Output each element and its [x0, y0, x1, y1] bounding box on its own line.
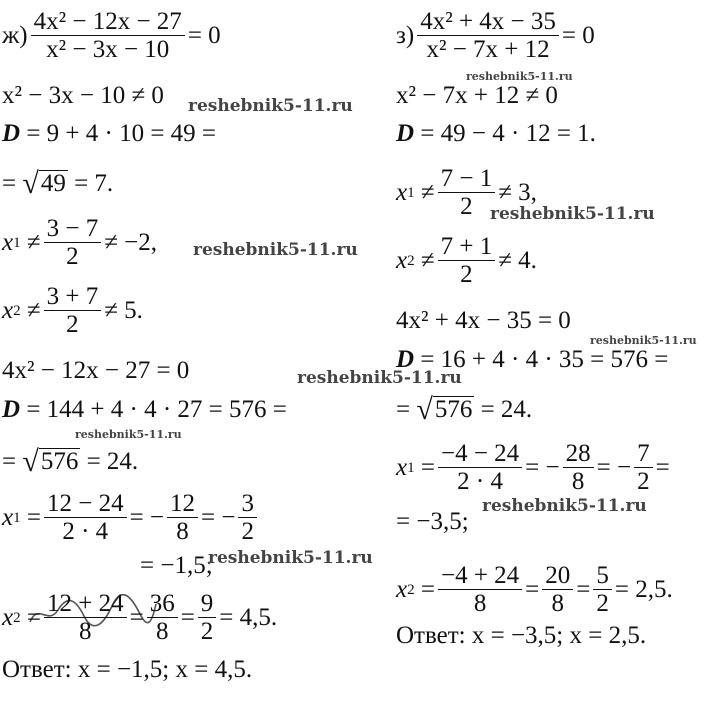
- right-r1-fraction-1: [438, 440, 522, 495]
- left-condition: x² − 3x − 10 ≠ 0: [2, 82, 164, 109]
- right-d-symbol: D: [396, 120, 415, 147]
- left-x1-denominator: 2: [66, 243, 79, 270]
- right-r1-eq: =: [420, 453, 435, 481]
- left-equation-denominator: x² − 3x − 10: [46, 36, 170, 63]
- left-r1-denominator-3: 2: [241, 518, 254, 545]
- right-r1-numerator-2: 28: [563, 440, 594, 468]
- left-r2-numerator-3: 9: [198, 590, 217, 618]
- right-r2-numerator-3: 5: [593, 562, 612, 590]
- left-radicand-49: 49: [40, 170, 66, 197]
- right-answer: [396, 622, 646, 650]
- left-r1-denominator-2: 8: [176, 518, 189, 545]
- left-d-symbol-2: D: [2, 396, 21, 423]
- left-d1b-eq: =: [2, 170, 17, 197]
- right-r2-denominator-3: 2: [596, 590, 609, 617]
- left-r1-eq-2: = −: [129, 503, 165, 531]
- left-x1-var: x: [2, 228, 14, 256]
- right-x1-fraction: [438, 165, 496, 220]
- right-d2b-eq: =: [396, 396, 411, 423]
- right-equation: [396, 8, 595, 63]
- left-answer-value: x = −1,5; x = 4,5.: [77, 656, 253, 683]
- left-discriminant-root-2: [2, 445, 139, 478]
- right-discriminant-1: [396, 120, 596, 148]
- left-label: ж): [2, 21, 28, 49]
- right-r1-trailing-eq: =: [655, 453, 670, 481]
- left-r2-fraction-3: [198, 590, 217, 645]
- left-r1-var: x: [2, 503, 14, 531]
- right-discriminant-root-2: [396, 393, 533, 426]
- watermark: reshebnik5-11.ru: [188, 96, 353, 116]
- right-label: з): [396, 21, 415, 49]
- left-r2-numerator-2: 36: [147, 590, 178, 618]
- left-r2-fraction-2: [147, 590, 178, 645]
- left-r1-fraction-2: [167, 490, 198, 545]
- left-equation-rhs: = 0: [187, 21, 221, 49]
- right-r2-result: = 2,5.: [614, 575, 673, 603]
- left-root-x2: x 2 = $\frac{12 + 24}{8}$ = $\frac{36}{8}$ = $\frac{9}{2}$ = 4,5.: [2, 590, 278, 645]
- left-r1-numerator-2: 12: [167, 490, 198, 518]
- right-answer-word: Ответ:: [396, 622, 466, 649]
- left-r2-denominator: 8: [79, 618, 92, 645]
- right-r1-eq-3: = −: [596, 453, 632, 481]
- right-r2-fraction-1: [438, 562, 522, 617]
- right-x1-exclusion: x 1 ≠ $\frac{7 - 1}{2}$ ≠ 3,: [396, 165, 537, 220]
- right-x2-neq: ≠: [420, 246, 435, 274]
- left-r1-eq: =: [26, 503, 41, 531]
- right-radicand-576: 576: [434, 396, 473, 423]
- right-r1-fraction-2: [563, 440, 594, 495]
- left-r1-numerator-3: 3: [238, 490, 257, 518]
- left-answer-word: Ответ:: [2, 656, 72, 683]
- left-x1-result: ≠ −2,: [104, 228, 158, 256]
- right-r2-eq: =: [420, 575, 435, 603]
- right-r1-denominator-3: 2: [637, 468, 650, 495]
- left-r2-denominator-3: 2: [200, 618, 214, 645]
- left-r2-eq-2: =: [129, 603, 144, 631]
- right-x1-result: ≠ 3,: [498, 178, 537, 206]
- right-x1-var: x: [396, 178, 408, 206]
- right-d-symbol-2: D: [396, 346, 415, 373]
- right-r2-fraction-2: [542, 562, 573, 617]
- watermark: reshebnik5-11.ru: [590, 334, 697, 347]
- left-root-x1-continued: = −1,5;: [140, 552, 213, 579]
- sqrt-symbol: √: [22, 167, 39, 200]
- left-sqrt-576: [22, 445, 80, 478]
- sqrt-symbol: √: [22, 445, 39, 478]
- right-equation-numerator: 4x² + 4x − 35: [417, 8, 559, 36]
- left-answer: [2, 656, 252, 684]
- right-r2-fraction-3: [593, 562, 612, 617]
- left-x2-result: ≠ 5.: [104, 296, 143, 324]
- left-r1-fraction-3: [238, 490, 257, 545]
- left-x2-neq: ≠: [26, 296, 41, 324]
- right-r2-denominator: 8: [473, 590, 487, 617]
- watermark: reshebnik5-11.ru: [75, 428, 182, 441]
- left-x2-var: x: [2, 296, 14, 324]
- left-d1b-result: = 7.: [74, 170, 114, 197]
- left-radicand-576: 576: [40, 448, 79, 475]
- right-x1-numerator: 7 − 1: [438, 165, 496, 193]
- left-r2-eq-3: =: [180, 603, 195, 631]
- watermark: reshebnik5-11.ru: [193, 240, 358, 260]
- left-x2-exclusion: x 2 ≠ $\frac{3 + 7}{2}$ ≠ 5.: [2, 283, 143, 338]
- right-answer-value: x = −3,5; x = 2,5.: [471, 622, 647, 649]
- left-discriminant-root-1: [2, 167, 114, 200]
- right-r1-var: x: [396, 453, 408, 481]
- left-r1-fraction-1: [44, 490, 127, 545]
- right-root-x1: x 1 = $\frac{-4 - 24}{2 \cdot 4}$ = − $\frac{28}{8}$ = − $\frac{7}{2}$ =: [396, 440, 670, 495]
- left-r2-var: x: [2, 603, 14, 631]
- right-x2-exclusion: x 2 ≠ $\frac{7 + 1}{2}$ ≠ 4.: [396, 233, 537, 288]
- right-x2-result: ≠ 4.: [498, 246, 537, 274]
- right-r2-denominator-2: 8: [551, 590, 565, 617]
- watermark: reshebnik5-11.ru: [297, 368, 462, 388]
- right-x2-numerator: 7 + 1: [438, 233, 496, 261]
- right-r2-var: x: [396, 575, 408, 603]
- left-discriminant-2: [2, 396, 287, 424]
- left-equation-fraction: [31, 8, 185, 63]
- watermark: reshebnik5-11.ru: [482, 496, 647, 516]
- right-root-x1-continued: = −3,5;: [396, 508, 469, 535]
- right-equation-denominator: x² − 7x + 12: [426, 36, 550, 63]
- left-r2-fraction-1: [44, 590, 127, 645]
- left-d1-text: = 9 + 4 · 10 = 49 =: [26, 120, 217, 147]
- right-r1-eq-2: = −: [525, 453, 560, 481]
- left-d-symbol: D: [2, 120, 21, 147]
- right-x2-fraction: [438, 233, 496, 288]
- watermark: reshebnik5-11.ru: [466, 70, 573, 83]
- right-r2-eq-3: =: [576, 575, 591, 603]
- right-r1-fraction-3: [634, 440, 653, 495]
- right-x1-neq: ≠: [420, 178, 435, 206]
- left-x1-fraction: [44, 215, 102, 270]
- left-r1-eq-3: = −: [201, 503, 236, 531]
- left-x1-neq: ≠: [26, 228, 41, 256]
- right-r1-denominator: 2 · 4: [457, 468, 503, 495]
- right-r2-eq-2: =: [525, 575, 540, 603]
- left-sqrt-49: [22, 167, 67, 200]
- right-r2-numerator: −4 + 24: [438, 562, 522, 590]
- right-sqrt-576: [416, 393, 474, 426]
- left-root-x1: x 1 = $\frac{12 - 24}{2 \cdot 4}$ = − $\frac{12}{8}$ = − $\frac{3}{2}$: [2, 490, 260, 545]
- right-equation-fraction: [417, 8, 559, 63]
- right-x2-var: x: [396, 246, 408, 274]
- left-r2-numerator: 12 + 24: [44, 590, 127, 618]
- left-equation: [2, 8, 221, 63]
- right-d2-text: = 16 + 4 · 4 · 35 = 576 =: [420, 346, 669, 373]
- left-r2-eq: =: [26, 603, 41, 631]
- right-x2-denominator: 2: [460, 261, 473, 288]
- right-condition: x² − 7x + 12 ≠ 0: [396, 82, 558, 109]
- left-d2b-result: = 24.: [86, 448, 139, 475]
- left-x1-exclusion: x 1 ≠ $\frac{3 - 7}{2}$ ≠ −2,: [2, 215, 158, 270]
- left-r2-denominator-2: 8: [155, 618, 169, 645]
- left-r1-denominator: 2 · 4: [62, 518, 109, 545]
- right-equation-rhs: = 0: [561, 21, 595, 49]
- right-numerator-equation: 4x² + 4x − 35 = 0: [396, 307, 571, 334]
- left-x2-numerator: 3 + 7: [44, 283, 102, 311]
- right-r2-numerator-2: 20: [542, 562, 573, 590]
- sqrt-symbol: √: [416, 393, 433, 426]
- right-d2b-result: = 24.: [480, 396, 533, 423]
- left-discriminant-1: [2, 120, 216, 148]
- right-d1-text: = 49 − 4 · 12 = 1.: [420, 120, 596, 147]
- right-x1-denominator: 2: [460, 193, 473, 220]
- left-numerator-equation: 4x² − 12x − 27 = 0: [2, 357, 190, 384]
- right-r1-numerator-3: 7: [634, 440, 653, 468]
- right-r1-numerator: −4 − 24: [438, 440, 522, 468]
- right-root-x2: x 2 = $\frac{-4 + 24}{8}$ = $\frac{20}{8}$ = $\frac{5}{2}$ = 2,5.: [396, 562, 673, 617]
- watermark: reshebnik5-11.ru: [490, 204, 655, 224]
- left-equation-numerator: 4x² − 12x − 27: [31, 8, 185, 36]
- left-d2b-eq: =: [2, 448, 17, 475]
- left-r2-result: = 4,5.: [219, 603, 278, 631]
- right-r1-denominator-2: 8: [571, 468, 585, 495]
- left-x1-numerator: 3 − 7: [44, 215, 102, 243]
- left-x2-fraction: [44, 283, 102, 338]
- left-x2-denominator: 2: [66, 311, 79, 338]
- left-r1-numerator: 12 − 24: [44, 490, 127, 518]
- left-d2-text: = 144 + 4 · 4 · 27 = 576 =: [26, 396, 287, 423]
- watermark: reshebnik5-11.ru: [208, 548, 373, 568]
